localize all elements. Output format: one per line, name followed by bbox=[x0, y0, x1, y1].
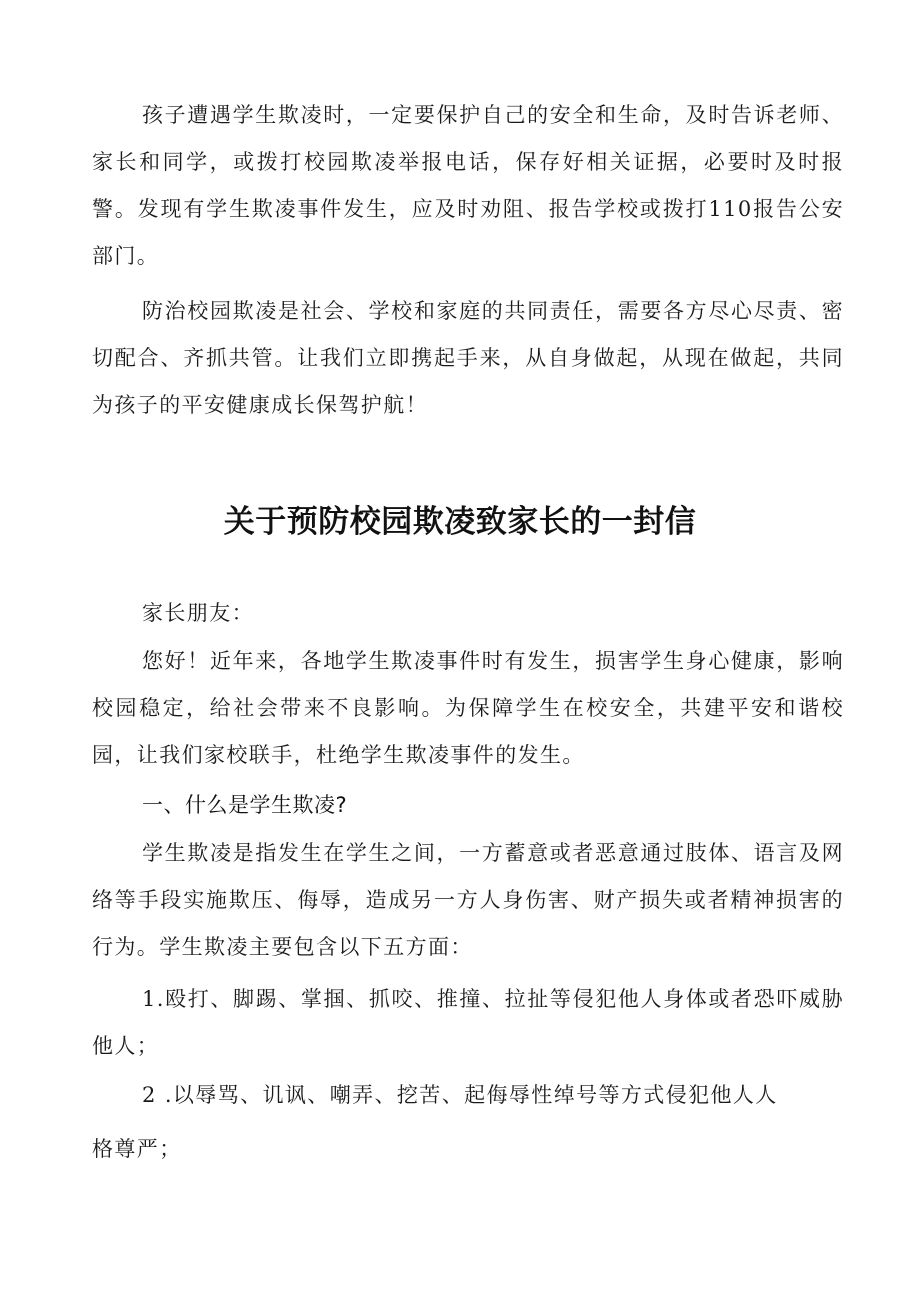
bullying-definition-paragraph: 学生欺凌是指发生在学生之间，一方蓄意或者恶意通过肢体、语言及网络等手段实施欺压、侮辱，造成另一方人身伤害、财产损失或者精神损害的行为。学生欺凌主要包含以下五方面： bbox=[92, 841, 844, 959]
list-item-verbal-line2: 格尊严； bbox=[92, 1137, 182, 1161]
closing-paragraph-safety: 孩子遭遇学生欺凌时，一定要保护自己的安全和生命，及时告诉老师、家长和同学，或拨打校园欺凌举报电话，保存好相关证据，必要时及时报警。发现有学生欺凌事件发生，应及时劝阻、报告学校或拨打110报告公安部门。 bbox=[92, 103, 844, 268]
letter-title: 关于预防校园欺凌致家长的一封信 bbox=[223, 504, 697, 540]
letter-intro-paragraph: 您好！近年来，各地学生欺凌事件时有发生，损害学生身心健康，影响校园稳定，给社会带来不良影响。为保障学生在校安全，共建平安和谐校园，让我们家校联手，杜绝学生欺凌事件的发生。 bbox=[92, 649, 844, 767]
list-item-verbal-line1: 2 .以辱骂、讥讽、嘲弄、挖苦、起侮辱性绰号等方式侵犯他人人 bbox=[142, 1083, 778, 1107]
section-heading-what-is-bullying: 一、什么是学生欺凌? bbox=[142, 793, 348, 817]
closing-paragraph-responsibility: 防治校园欺凌是社会、学校和家庭的共同责任，需要各方尽心尽责、密切配合、齐抓共管。让我们立即携起手来，从自身做起，从现在做起，共同为孩子的平安健康成长保驾护航！ bbox=[92, 299, 844, 417]
letter-salutation: 家长朋友： bbox=[142, 601, 254, 625]
list-item-physical: 1.殴打、脚踢、掌掴、抓咬、推撞、拉扯等侵犯他人身体或者恐吓威胁他人； bbox=[92, 987, 844, 1058]
